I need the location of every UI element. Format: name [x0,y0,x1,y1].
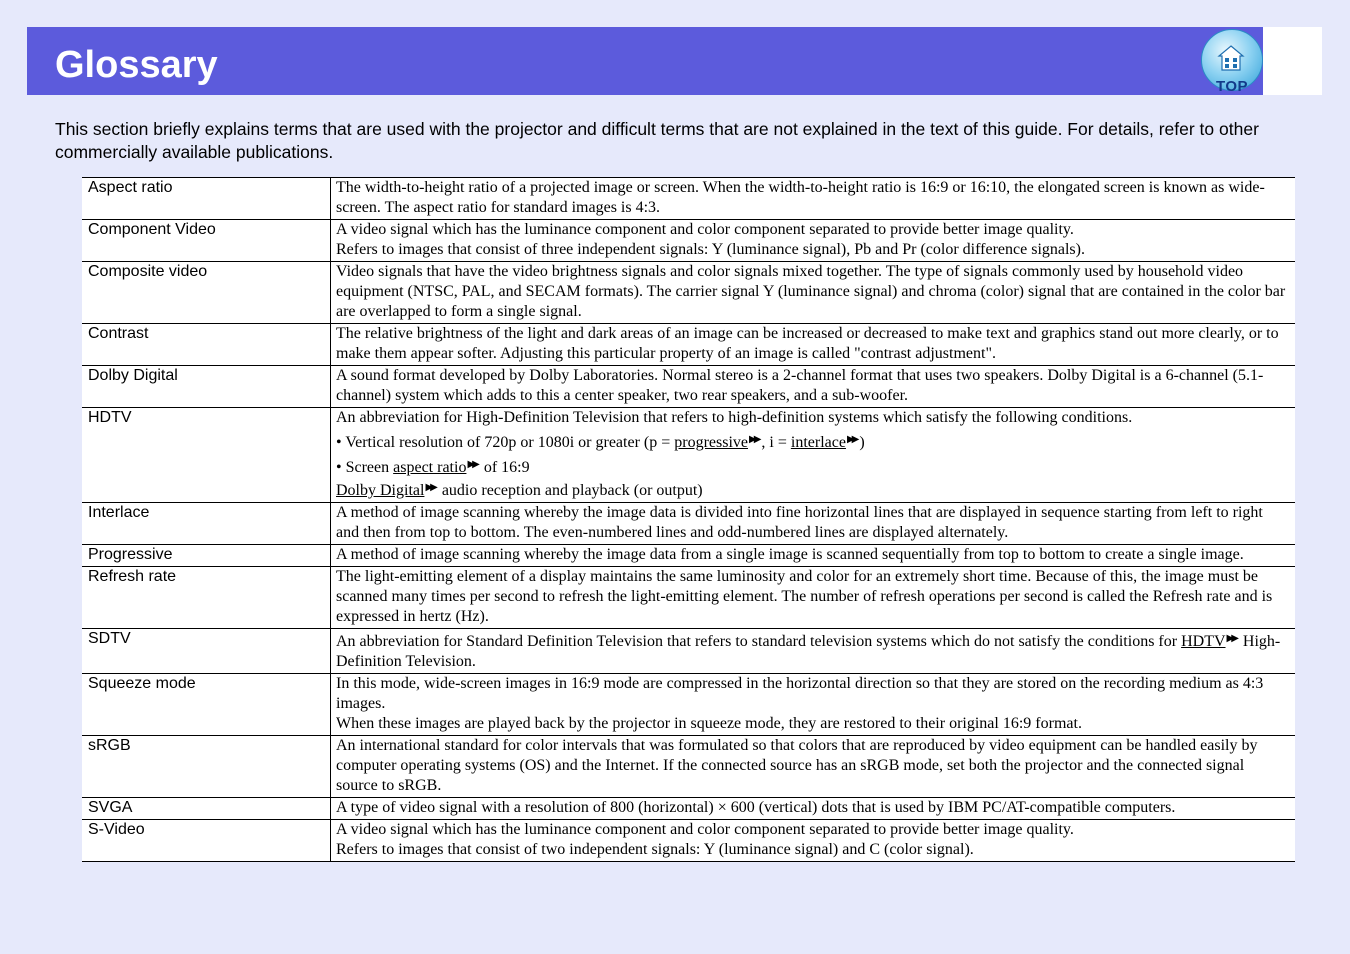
definition-cell [331,674,1296,736]
term-cell: Interlace [82,503,331,545]
home-icon [1216,43,1246,73]
definition-cell [331,408,1296,503]
bullet-text: , i = [761,434,791,451]
interlace-link[interactable]: interlace [790,434,846,451]
definition-text: A video signal which has the luminance component and color component separated to provide better image quality. [336,221,1074,238]
definition-text: Refers to images that consist of two independent signals: Y (luminance signal) and C (color signal). [336,841,974,858]
bullet-text: • Vertical resolution of 720p or 1080i or greater (p = [336,434,675,451]
table-row [82,220,1295,262]
term-cell: sRGB [82,736,331,798]
bullet-text: of 16:9 [479,459,530,476]
definition-text: The relative brightness of the light and dark areas of an image can be increased or decreased to make text and graphics stand out more clearly, or to make them appear softer. Adjusting this particular property of an image is called "contrast adjustment". [336,325,1279,362]
definition-cell [331,567,1296,629]
term-cell: SVGA [82,798,331,820]
link-arrow-icon: ▶▶ [425,482,435,493]
top-label: TOP [1215,78,1249,95]
definition-cell [331,220,1296,262]
definition-text: A method of image scanning whereby the image data is divided into fine horizontal lines that are displayed in sequence starting from left to right and then from top to bottom. The even-numbered lines and odd-numbered lines are displayed alternately. [336,504,1263,541]
definition-text: A sound format developed by Dolby Laboratories. Normal stereo is a 2-channel format that uses two speakers. Dolby Digital is a 6-channel (5.1-channel) system which adds to this a center speaker, two rear speakers, and a sub-woofer. [336,367,1264,404]
table-row [82,408,1295,503]
term-cell: Component Video [82,220,331,262]
definition-text: The width-to-height ratio of a projected image or screen. When the width-to-height ratio is 16:9 or 16:10, the elongated screen is known as wide-screen. The aspect ratio for standard images is 4:3. [336,179,1265,216]
top-button[interactable] [1200,29,1264,95]
term-cell: Contrast [82,324,331,366]
table-row [82,820,1295,862]
definition-text: A type of video signal with a resolution of 800 (horizontal) × 600 (vertical) dots that is used by IBM PC/AT-compatible computers. [336,799,1176,816]
bullet-line [336,478,1289,501]
definition-text: An international standard for color intervals that was formulated so that colors that are reproduced by video equipment can be handled easily by computer operating systems (OS) and the Internet. If the connected source has an sRGB mode, set both the projector and the connected signal source to sRGB. [336,737,1258,794]
progressive-link[interactable]: progressive [674,434,749,451]
definition-text: Refers to images that consist of three independent signals: Y (luminance signal), Pb and Pr (color difference signals). [336,241,1085,258]
bullet-line [336,430,1289,453]
page-title: Glossary [55,44,218,86]
definition-cell [331,545,1296,567]
bullet-text: ) [859,434,865,451]
term-cell: SDTV [82,629,331,674]
definition-text-part: High-Definition Television. [336,633,1281,670]
table-row [82,798,1295,820]
term-cell: Composite video [82,262,331,324]
link-arrow-icon: ▶▶ [749,434,759,445]
definition-cell [331,798,1296,820]
definition-text: The light-emitting element of a display maintains the same luminosity and color for an extremely short time. Because of this, the image must be scanned many times per second to refresh the light-emitting element. The number of refresh operations per second is called the Refresh rate and is expressed in hertz (Hz). [336,568,1273,625]
definition-text [336,629,1289,672]
term-cell: Refresh rate [82,567,331,629]
table-row [82,736,1295,798]
table-row [82,629,1295,674]
definition-cell [331,736,1296,798]
definition-text: When these images are played back by the projector in squeeze mode, they are restored to their original 16:9 format. [336,715,1082,732]
term-cell: Progressive [82,545,331,567]
term-cell: Squeeze mode [82,674,331,736]
definition-cell [331,366,1296,408]
definition-cell [331,178,1296,220]
table-row [82,567,1295,629]
definition-cell [331,503,1296,545]
link-arrow-icon: ▶▶ [467,459,477,470]
definition-cell [331,262,1296,324]
term-cell: HDTV [82,408,331,503]
definition-text: An abbreviation for High-Definition Television that refers to high-definition systems which satisfy the following conditions. [336,409,1133,426]
definition-text: In this mode, wide-screen images in 16:9 mode are compressed in the horizontal direction so that they are stored on the recording medium as 4:3 images. [336,675,1264,712]
table-row [82,674,1295,736]
table-row [82,545,1295,567]
table-row [82,366,1295,408]
table-row [82,503,1295,545]
definition-cell [331,629,1296,674]
hdtv-link[interactable]: HDTV [1181,633,1226,650]
definition-cell [331,324,1296,366]
dolby-digital-link[interactable]: Dolby Digital [336,482,425,499]
header-bar [27,27,1263,95]
definition-cell [331,820,1296,862]
term-cell: Aspect ratio [82,178,331,220]
aspect-ratio-link[interactable]: aspect ratio [393,459,467,476]
table-row [82,262,1295,324]
term-cell: Dolby Digital [82,366,331,408]
header-right-panel [1263,27,1322,95]
table-row [82,178,1295,220]
definition-text: A video signal which has the luminance component and color component separated to provide better image quality. [336,821,1074,838]
glossary-table [82,177,1295,862]
definition-text: A method of image scanning whereby the image data from a single image is scanned sequentially from top to bottom to create a single image. [336,546,1244,563]
definition-text-part: An abbreviation for Standard Definition Television that refers to standard television systems which do not satisfy the conditions for [336,633,1182,650]
link-arrow-icon: ▶▶ [846,434,857,445]
bullet-text: • Screen [336,459,394,476]
intro-text: This section briefly explains terms that are used with the projector and difficult terms that are not explained in the text of this guide. For details, refer to other commercially available publications. [55,119,1259,162]
link-arrow-icon: ▶▶ [1226,633,1236,644]
term-cell: S-Video [82,820,331,862]
table-row [82,324,1295,366]
definition-text: Video signals that have the video brightness signals and color signals mixed together. The type of signals commonly used by household video equipment (NTSC, PAL, and SECAM formats). The carrier signal Y (luminance signal) and chroma (color) signal that are contained in the color bar are overlapped to form a single signal. [336,263,1286,320]
bullet-text: audio reception and playback (or output) [437,482,703,499]
bullet-line [336,455,1289,478]
